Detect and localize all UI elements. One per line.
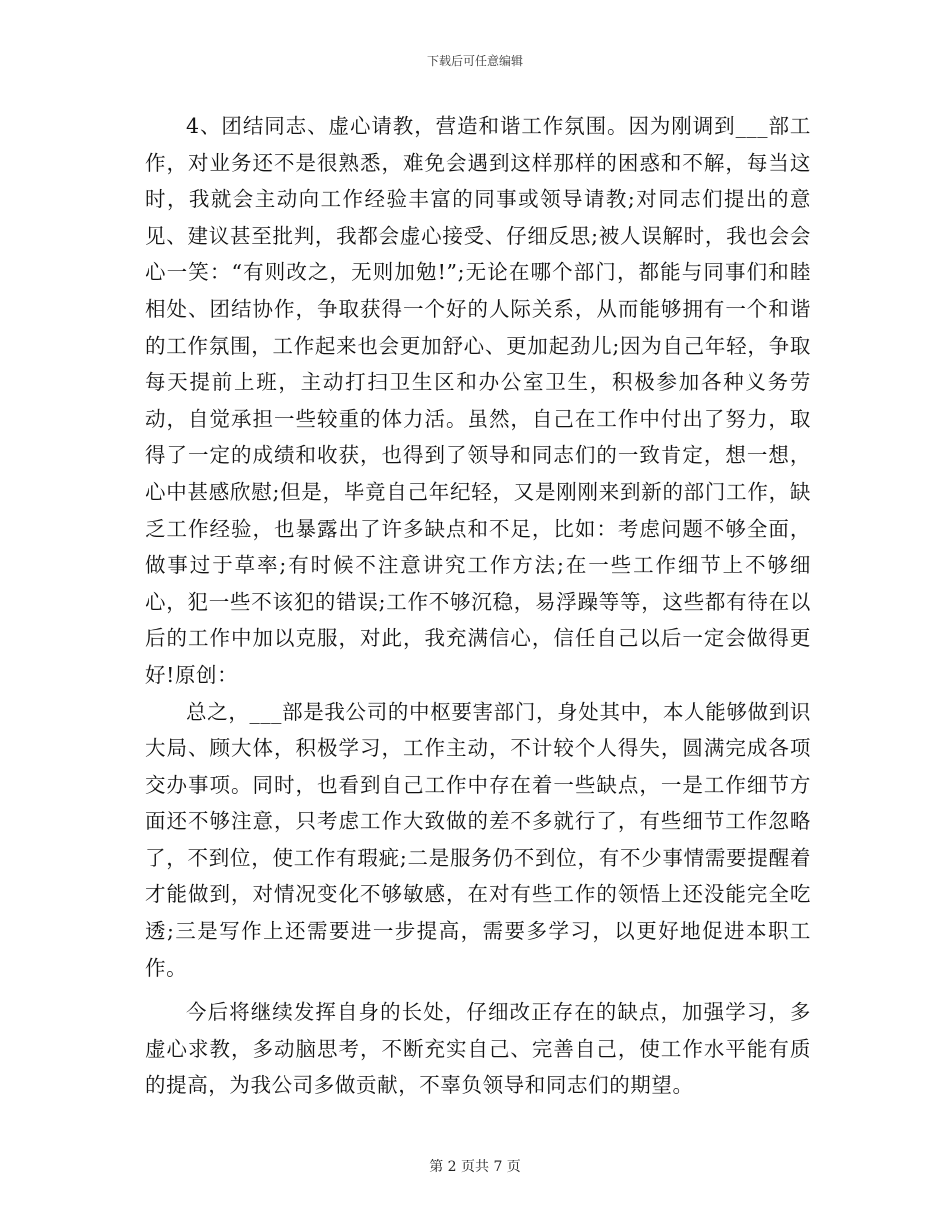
page-number: 第 2 页共 7 页 [429,1159,521,1175]
page-header: 下载后可任意编辑 [426,54,523,68]
document-body [145,108,811,1104]
paragraph-teamwork: 4、团结同志、虚心请教，营造和谐工作氛围。因为刚调到___部工作，对业务还不是很熟悉，难免会遇到这样那样的困惑和不解，每当这时，我就会主动向工作经验丰富的同事或领导请教;对同志们提出的意见、建议甚至批判，我都会虚心接受、仔细反思;被人误解时，我也会会心一笑：“有则改之，无则加勉!”;无论在哪个部门，都能与同事们和睦相处、团结协作，争取获得一个好的人际关系，从而能够拥有一个和谐的工作氛围，工作起来也会更加舒心、更加起劲儿;因为自己年轻，争取每天提前上班，主动打扫卫生区和办公室卫生，积极参加各种义务劳动，自觉承担一些较重的体力活。虽然，自己在工作中付出了努力，取得了一定的成绩和收获，也得到了领导和同志们的一致肯定，想一想，心中甚感欣慰;但是，毕竟自己年纪轻，又是刚刚来到新的部门工作，缺乏工作经验，也暴露出了许多缺点和不足，比如：考虑问题不够全面，做事过于草率;有时候不注意讲究工作方法;在一些工作细节上不够细心，犯一些不该犯的错误;工作不够沉稳，易浮躁等等，这些都有待在以后的工作中加以克服，对此，我充满信心，信任自己以后一定会做得更好!原创： [145,114,811,687]
paragraph-summary: 总之，___部是我公司的中枢要害部门，身处其中，本人能够做到识大局、顾大体，积极学习，工作主动，不计较个人得失，圆满完成各项交办事项。同时，也看到自己工作中存在着一些缺点，一是工作细节方面还不够注意，只考虑工作大致做的差不多就行了，有些细节工作忽略了，不到位，使工作有瑕疵;二是服务仍不到位，有不少事情需要提醒着才能做到，对情况变化不够敏感，在对有些工作的领悟上还没能完全吃透;三是写作上还需要进一步提高，需要多学习，以更好地促进本职工作。 [145,699,811,980]
paragraph-future: 今后将继续发挥自身的长处，仔细改正存在的缺点，加强学习，多虚心求教，多动脑思考，不断充实自己、完善自己，使工作水平能有质的提高，为我公司多做贡献，不辜负领导和同志们的期望。 [145,1000,811,1098]
